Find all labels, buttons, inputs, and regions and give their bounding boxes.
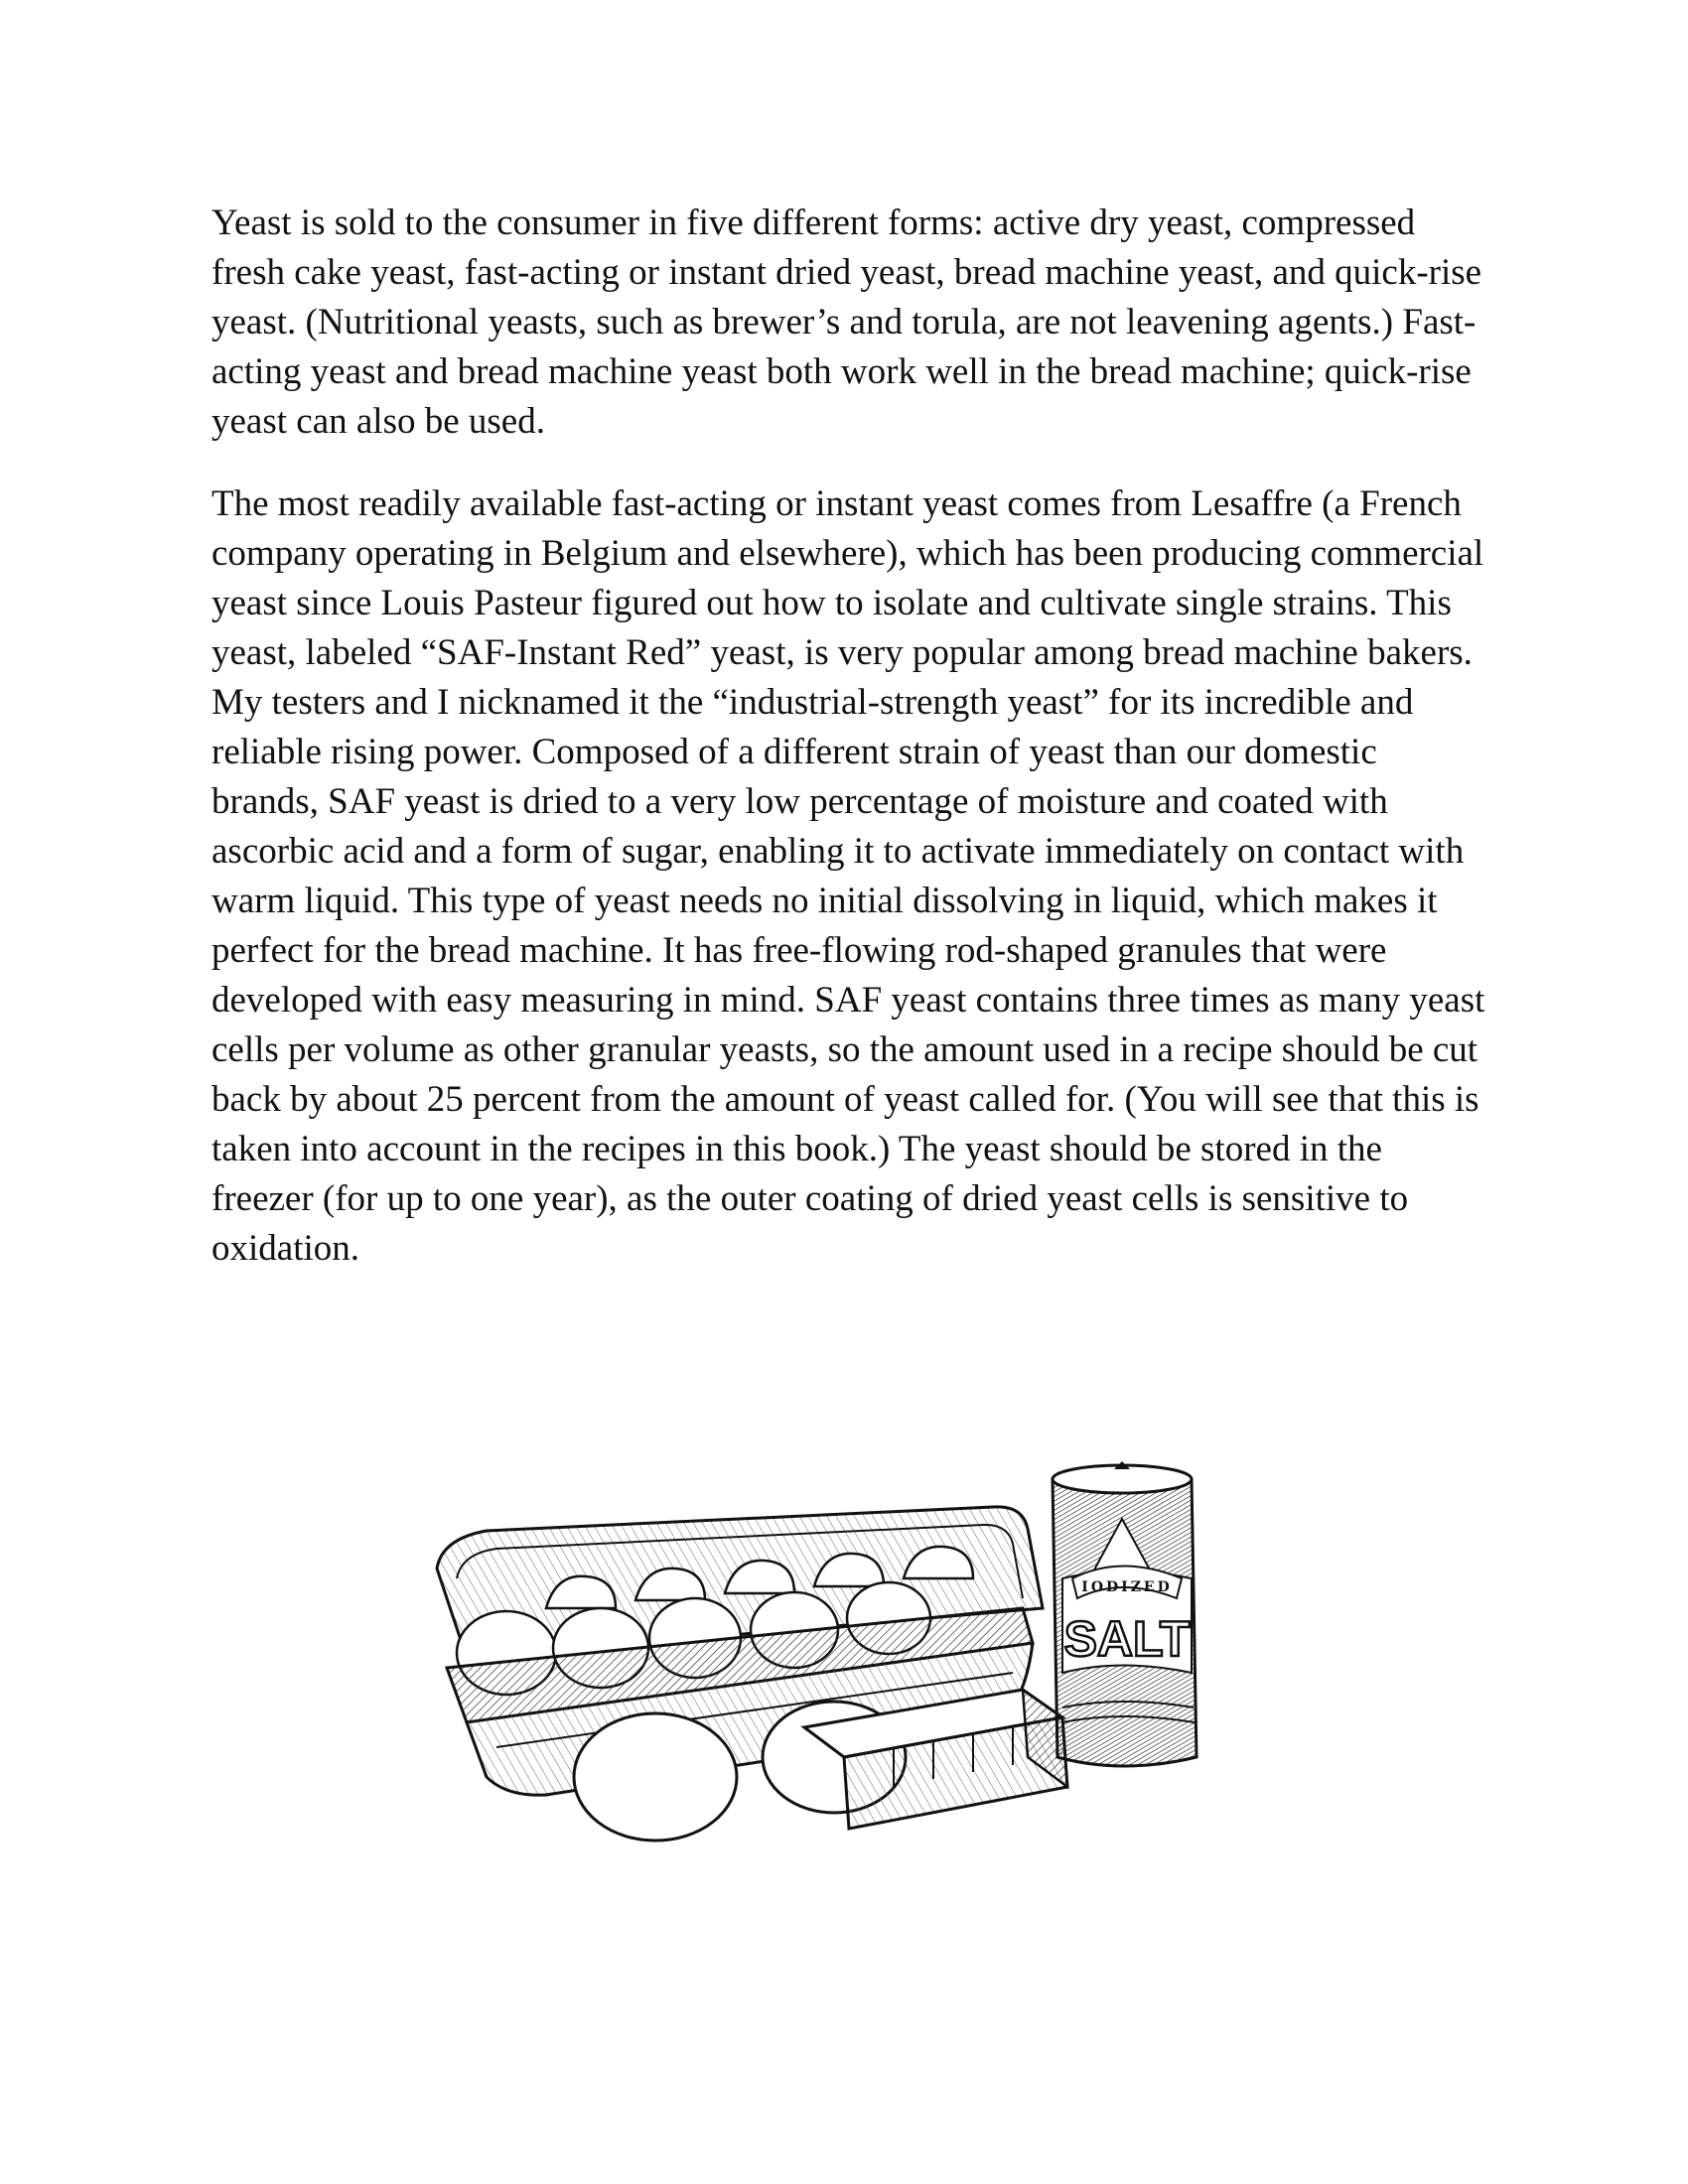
body-text — [211, 199, 1492, 1306]
paragraph-yeast-forms: Yeast is sold to the consumer in five different forms: active dry yeast, compressed fresh cake yeast, fast-acting or instant dried yeast, bread machine yeast, and quick-rise yeast. (Nutritional yeasts, such as brewer’s and torula, are not leavening agents.) Fast-acting yeast and bread machine yeast both work well in the bread machine; quick-rise yeast can also be used. — [211, 203, 1482, 442]
baking-ingredients-illustration — [427, 1459, 1261, 1856]
salt-canister-icon — [1053, 1461, 1196, 1766]
salt-label: SALT — [1063, 1611, 1191, 1667]
paragraph-saf-yeast: The most readily available fast-acting or instant yeast comes from Lesaffre (a French company operating in Belgium and elsewhere), which has been producing commercial yeast since Louis Pasteur figured out how to isolate and cultivate single strains. This yeast, labeled “SAF-Instant Red” yeast, is very popular among bread machine bakers. My testers and I nicknamed it the “industrial-strength yeast” for its incredible and reliable rising power. Composed of a different strain of yeast than our domestic brands, SAF yeast is dried to a very low percentage of moisture and coated with ascorbic acid and a form of sugar, enabling it to activate immediately on contact with warm liquid. This type of yeast needs no initial dissolving in liquid, which makes it perfect for the bread machine. It has free-flowing rod-shaped granules that were developed with easy measuring in mind. SAF yeast contains three times as many yeast cells per volume as other granular yeasts, so the amount used in a recipe should be cut back by about 25 percent from the amount of yeast called for. (You will see that this is taken into account in the recipes in this book.) The yeast should be stored in the freezer (for up to one year), as the outer coating of dried yeast cells is sensitive to oxidation. — [211, 483, 1485, 1269]
iodized-label: IODIZED — [1081, 1579, 1173, 1595]
